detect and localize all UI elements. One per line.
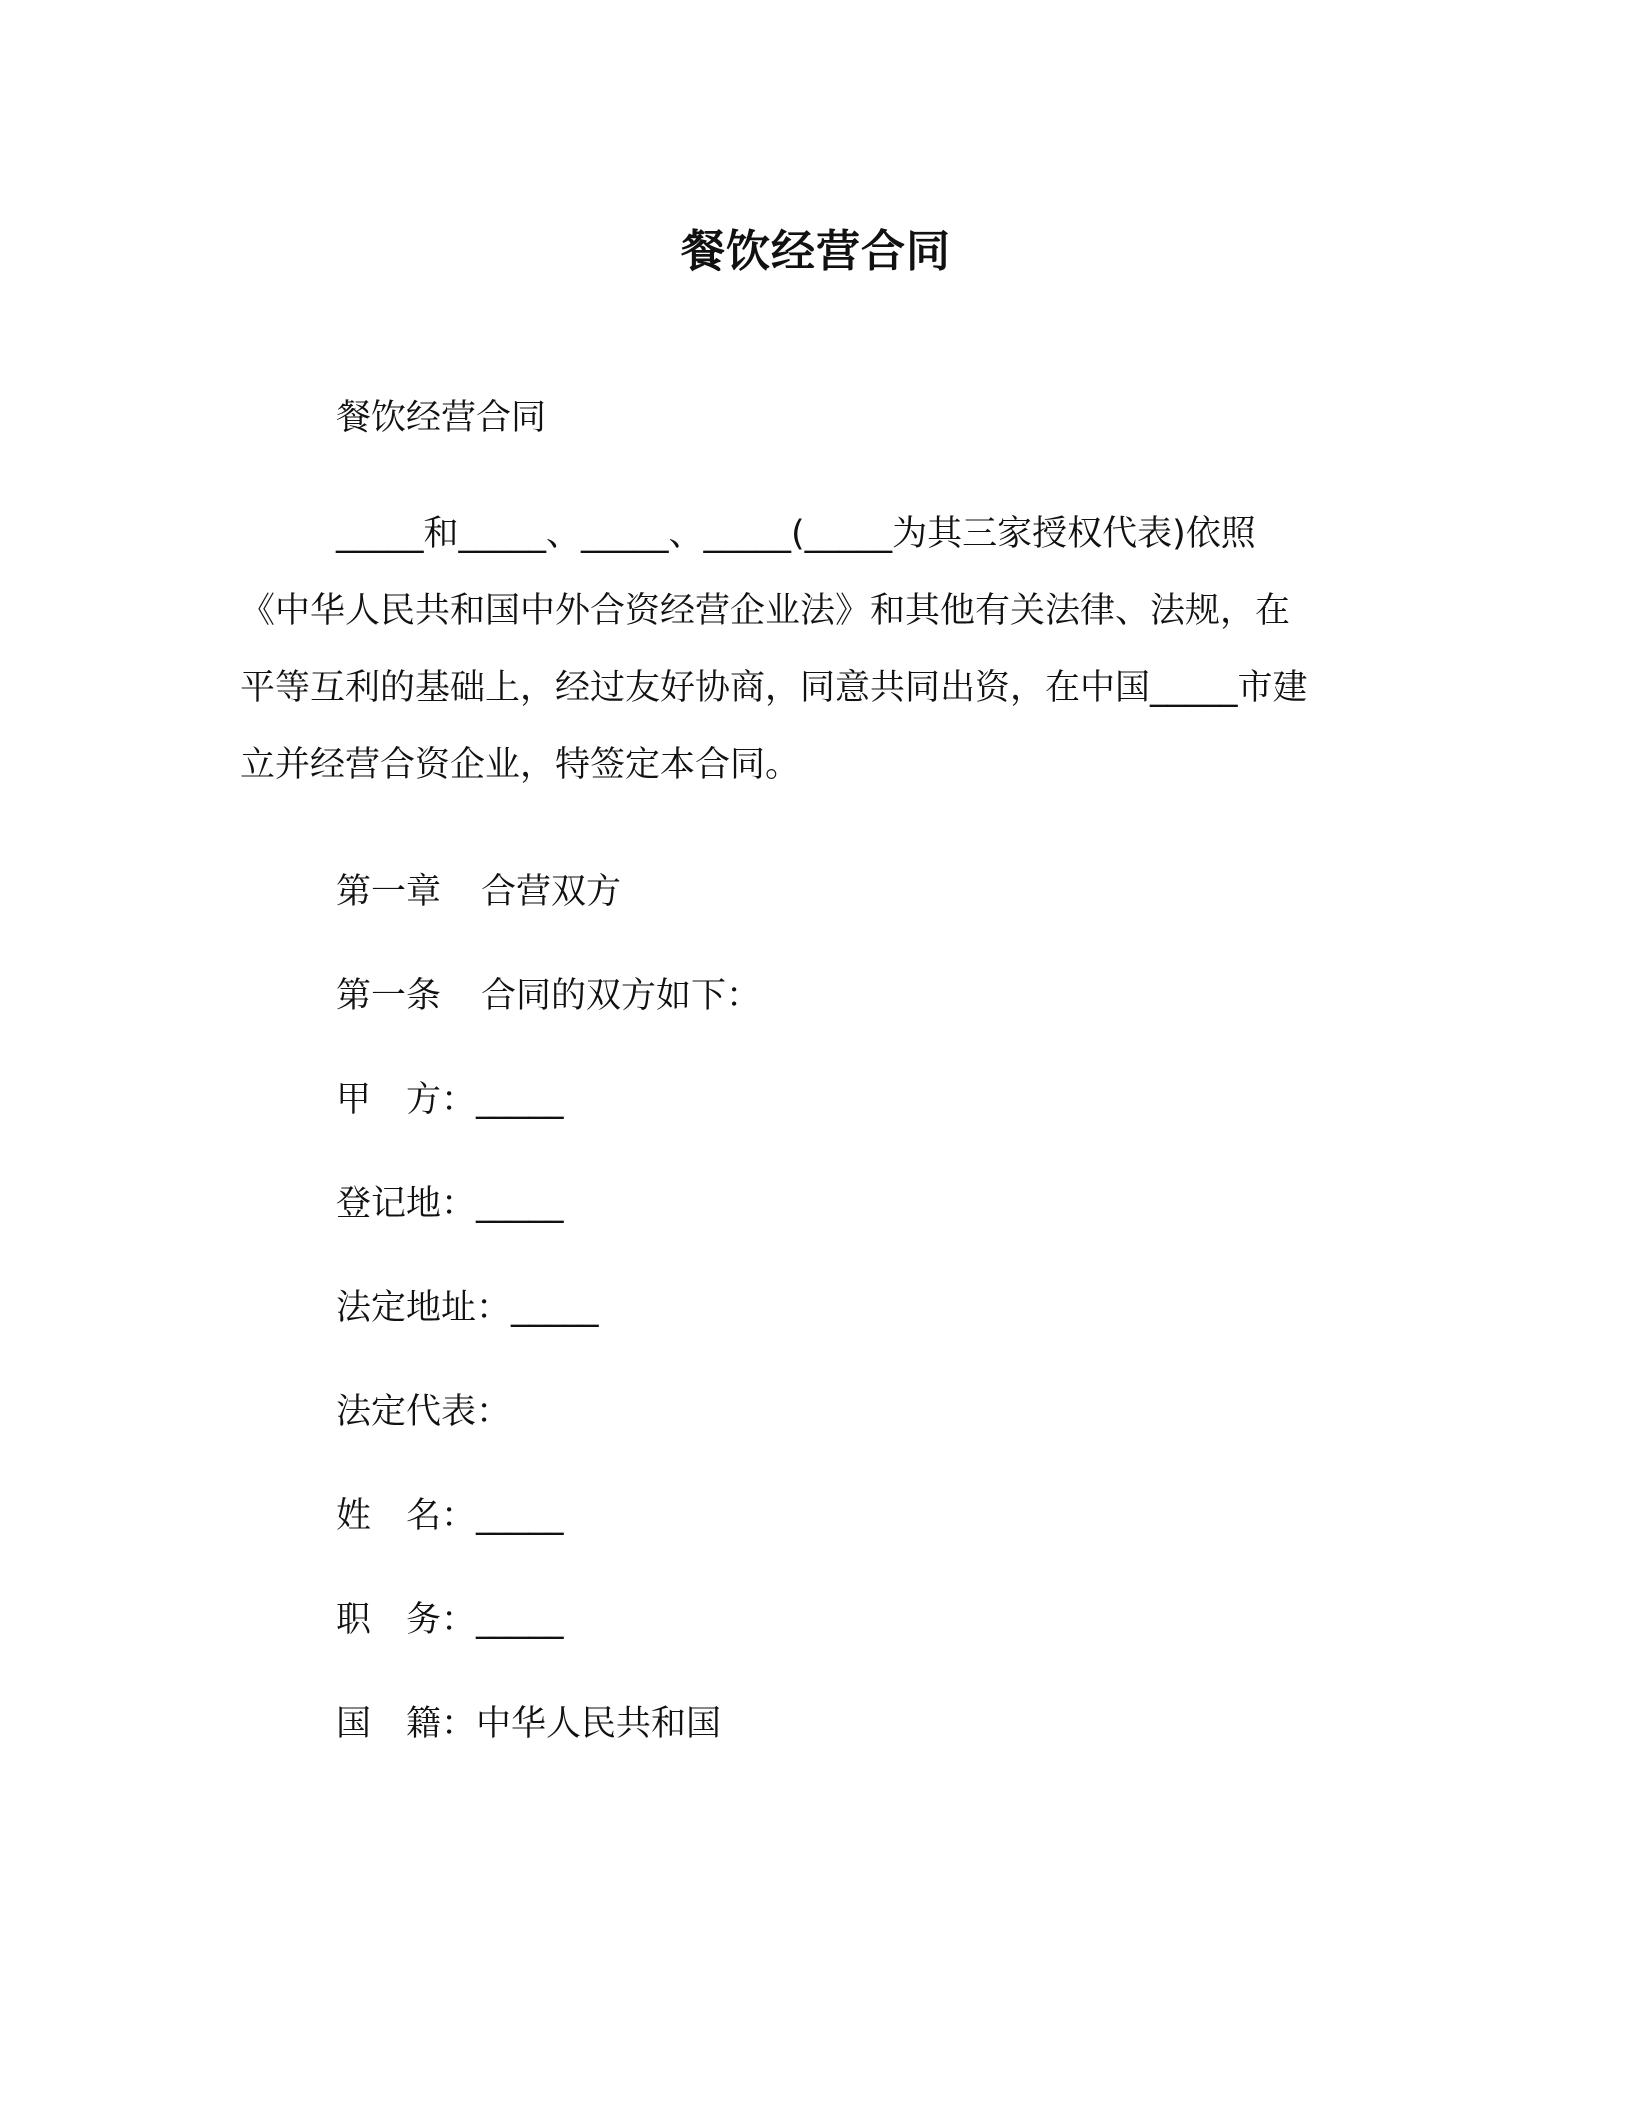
field-value: _____ — [476, 1600, 564, 1640]
field-label: 姓 名： — [336, 1496, 477, 1536]
nationality-field — [240, 1672, 1390, 1776]
legal-address-field — [240, 1256, 1390, 1360]
field-label: 国 籍： — [336, 1704, 477, 1744]
field-label: 法定代表： — [336, 1392, 512, 1432]
name-field — [240, 1464, 1390, 1568]
field-label: 甲 方： — [336, 1080, 477, 1120]
intro-line: 立并经营合资企业，特签定本合同。 — [240, 745, 801, 785]
intro-line: _____和_____、_____、_____(_____为其三家授权代表)依照 — [336, 514, 1256, 554]
intro-paragraph — [240, 496, 1390, 804]
field-value: _____ — [476, 1496, 564, 1536]
legal-representative-heading — [240, 1360, 1390, 1464]
document-body — [240, 390, 1390, 1776]
field-label: 法定地址： — [336, 1288, 512, 1328]
intro-line: 平等互利的基础上，经过友好协商，同意共同出资，在中国_____市建 — [240, 668, 1308, 708]
field-value: 中华人民共和国 — [476, 1704, 722, 1744]
article-number: 第一条 — [336, 976, 442, 1016]
article-heading — [240, 944, 1390, 1048]
field-value: _____ — [511, 1288, 599, 1328]
document-subtitle: 餐饮经营合同 — [336, 398, 547, 438]
field-label: 职 务： — [336, 1600, 477, 1640]
field-value: _____ — [476, 1184, 564, 1224]
field-label: 登记地： — [336, 1184, 477, 1224]
party-a-field — [240, 1048, 1390, 1152]
registration-place-field — [240, 1152, 1390, 1256]
chapter-number: 第一章 — [336, 872, 442, 912]
article-title: 合同的双方如下： — [481, 976, 762, 1016]
document-title: 餐饮经营合同 — [681, 226, 951, 277]
field-value: _____ — [476, 1080, 564, 1120]
intro-line: 《中华人民共和国中外合资经营企业法》和其他有关法律、法规，在 — [240, 591, 1291, 631]
position-field — [240, 1568, 1390, 1672]
chapter-title: 合营双方 — [481, 872, 622, 912]
chapter-heading — [240, 840, 1390, 944]
